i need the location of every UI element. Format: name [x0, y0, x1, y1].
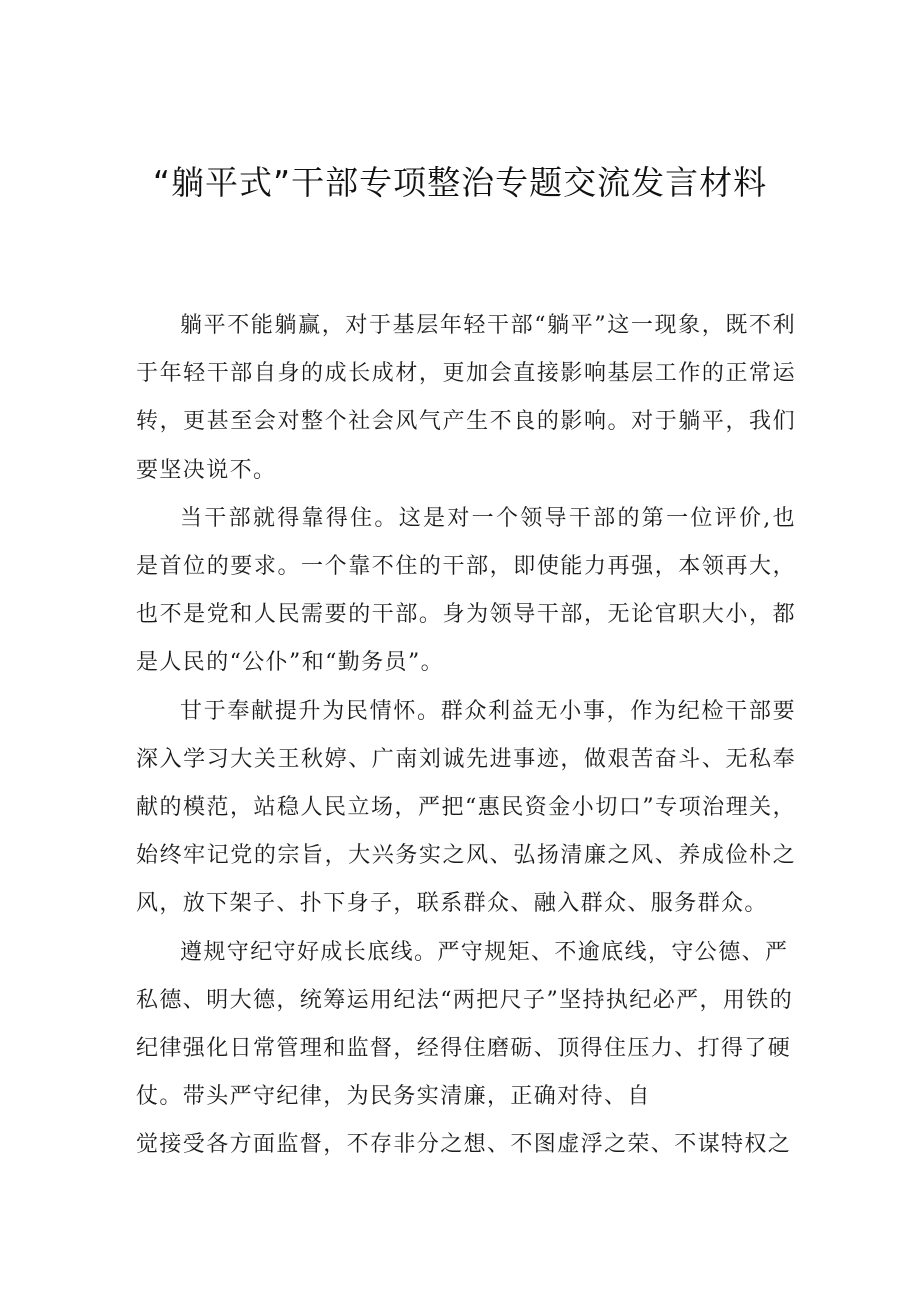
paragraph-2: 当干部就得靠得住。这是对一个领导干部的第一位评价,也是首位的要求。一个靠不住的干部，即使能力再强，本领再大，也不是党和人民需要的干部。身为领导干部，无论官职大小，都是人民的“公仆”和“勤务员”。 — [136, 505, 796, 676]
paragraph-1: 躺平不能躺赢，对于基层年轻干部“躺平”这一现象，既不利于年轻干部自身的成长成材，更加会直接影响基层工作的正常运转，更甚至会对整个社会风气产生不良的影响。对于躺平，我们要坚决说不。 — [136, 313, 796, 483]
document-body — [136, 302, 796, 1170]
document-title: “躺平式”干部专项整治专题交流发言材料 — [152, 163, 768, 202]
paragraph-4: 遵规守纪守好成长底线。严守规矩、不逾底线，守公德、严私德、明大德，统筹运用纪法“两把尺子”坚持执纪必严，用铁的纪律强化日常管理和监督，经得住磨砺、顶得住压力、打得了硬仗。带头严守纪律，为民务实清廉，正确对待、自 — [136, 939, 794, 1110]
paragraph-3: 甘于奉献提升为民情怀。群众利益无小事，作为纪检干部要深入学习大关王秋婷、广南刘诚先进事迹，做艰苦奋斗、无私奉献的模范，站稳人民立场，严把“惠民资金小切口”专项治理关，始终牢记党的宗旨，大兴务实之风、弘扬清廉之风、养成俭朴之风，放下架子、扑下身子，联系群众、融入群众、服务群众。 — [136, 698, 796, 917]
paragraph-4-continuation: 觉接受各方面监督，不存非分之想、不图虚浮之荣、不谋特权之 — [136, 1132, 792, 1158]
